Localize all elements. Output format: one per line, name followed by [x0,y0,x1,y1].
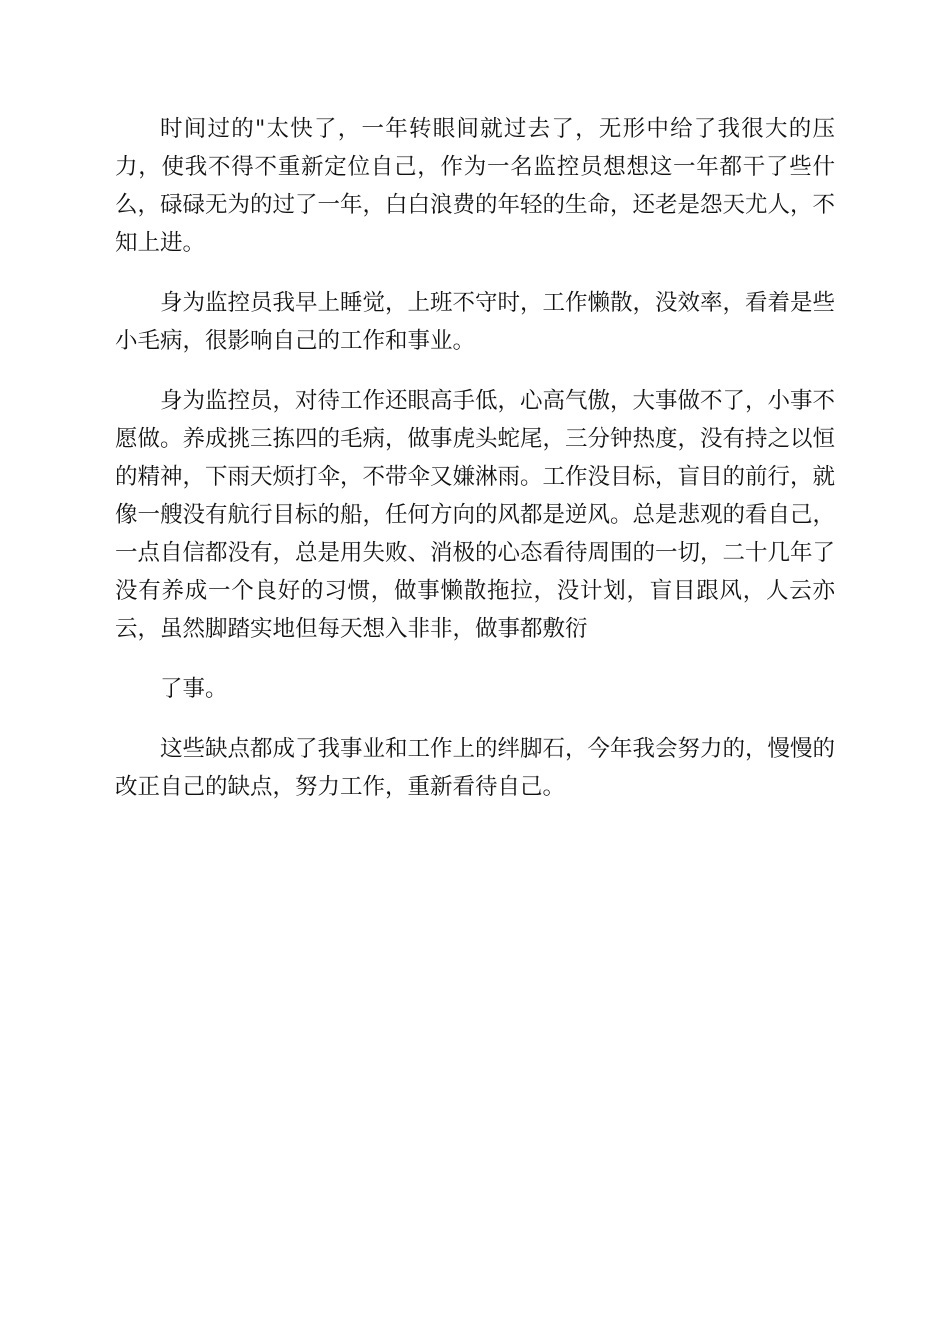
paragraph-1: 时间过的"太快了，一年转眼间就过去了，无形中给了我很大的压力，使我不得不重新定位自己，作为一名监控员想想这一年都干了些什么，碌碌无为的过了一年，白白浪费的年轻的生命，还老是怨天尤人，不知上进。 [115,116,836,256]
paragraph-3: 身为监控员，对待工作还眼高手低，心高气傲，大事做不了，小事不愿做。养成挑三拣四的毛病，做事虎头蛇尾，三分钟热度，没有持之以恒的精神，下雨天烦打伞，不带伞又嫌淋雨。工作没目标，盲目的前行，就像一艘没有航行目标的船，任何方向的风都是逆风。总是悲观的看自己，一点自信都没有，总是用失败、消极的心态看待周围的一切，二十几年了没有养成一个良好的习惯，做事懒散拖拉，没计划，盲目跟风，人云亦云，虽然脚踏实地但每天想入非非，做事都敷衍 [115,388,836,642]
document-body [115,110,835,828]
paragraph-5: 这些缺点都成了我事业和工作上的绊脚石，今年我会努力的，慢慢的改正自己的缺点，努力工作，重新看待自己。 [115,736,836,800]
paragraph-4: 了事。 [160,676,228,702]
paragraph-2: 身为监控员我早上睡觉，上班不守时，工作懒散，没效率，看着是些小毛病，很影响自己的工作和事业。 [115,290,836,354]
